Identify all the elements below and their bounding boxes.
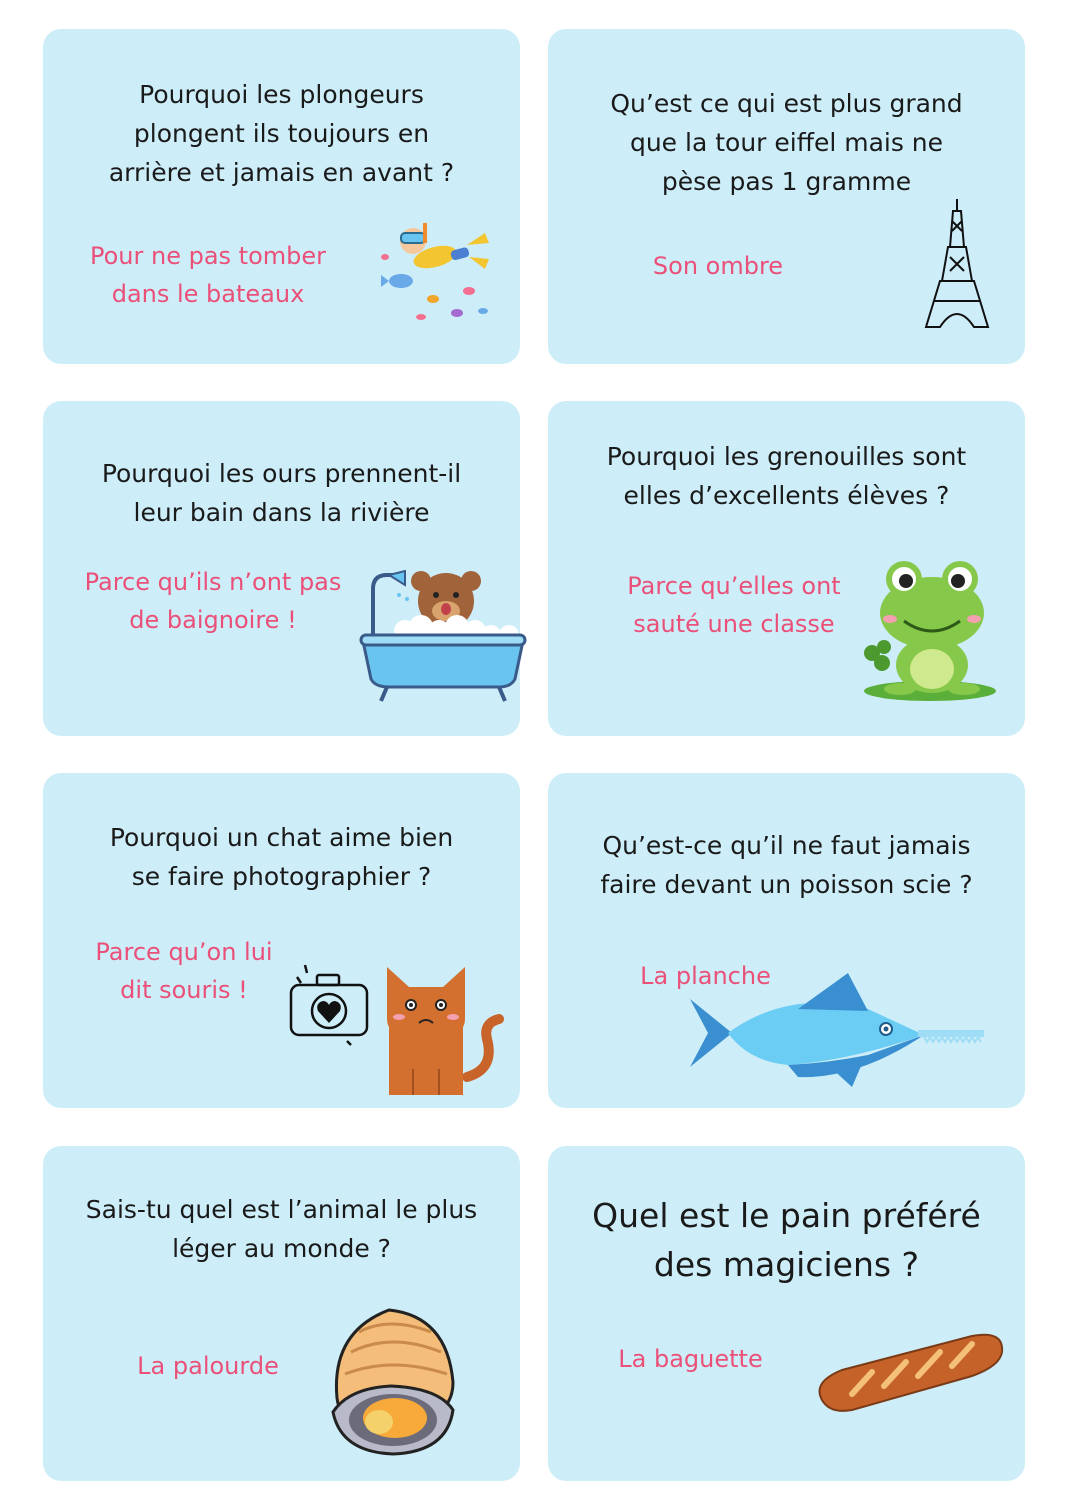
riddle-question: Qu’est-ce qu’il ne faut jamais faire devant un poisson scie ?	[600, 831, 973, 899]
clam-icon	[329, 1302, 459, 1458]
riddle-answer: Pour ne pas tomber dans le bateaux	[89, 242, 327, 308]
riddle-question: Pourquoi les ours prennent-il leur bain dans la rivière	[101, 459, 462, 527]
riddle-card-5	[43, 773, 520, 1108]
riddle-card-4	[548, 401, 1025, 736]
riddle-answer: La palourde	[137, 1352, 279, 1380]
bear-bathtub-icon	[359, 569, 527, 705]
diver-icon	[373, 219, 493, 329]
frog-icon	[860, 557, 996, 703]
baguette-icon	[812, 1332, 1006, 1416]
riddle-answer: Parce qu’elles ont sauté une classe	[627, 572, 841, 638]
riddle-question: Quel est le pain préféré des magiciens ?	[592, 1196, 981, 1284]
riddle-question: Pourquoi les plongeurs plongent ils toujours en arrière et jamais en avant ?	[108, 80, 455, 187]
riddle-answer: La baguette	[618, 1345, 763, 1373]
riddle-question: Pourquoi un chat aime bien se faire photographier ?	[109, 823, 454, 891]
riddle-answer: Parce qu’ils n’ont pas de baignoire !	[84, 568, 342, 634]
riddle-question: Sais-tu quel est l’animal le plus léger au monde ?	[85, 1195, 478, 1263]
riddle-card-6	[548, 773, 1025, 1108]
riddle-question: Pourquoi les grenouilles sont elles d’excellents élèves ?	[606, 442, 967, 510]
riddle-answer: La planche	[640, 962, 771, 990]
riddle-card-2	[548, 29, 1025, 364]
camera-icon	[285, 961, 375, 1047]
cat-icon	[379, 959, 505, 1095]
riddle-card-3	[43, 401, 520, 736]
riddle-answer: Son ombre	[652, 252, 784, 280]
riddle-question: Qu’est ce qui est plus grand que la tour eiffel mais ne pèse pas 1 gramme	[610, 89, 963, 196]
riddle-answer: Parce qu’on lui dit souris !	[95, 938, 273, 1004]
eiffel-tower-icon	[922, 197, 992, 331]
riddle-card-8	[548, 1146, 1025, 1481]
sawfish-icon	[688, 969, 988, 1091]
riddle-card-7	[43, 1146, 520, 1481]
riddle-card-1	[43, 29, 520, 364]
